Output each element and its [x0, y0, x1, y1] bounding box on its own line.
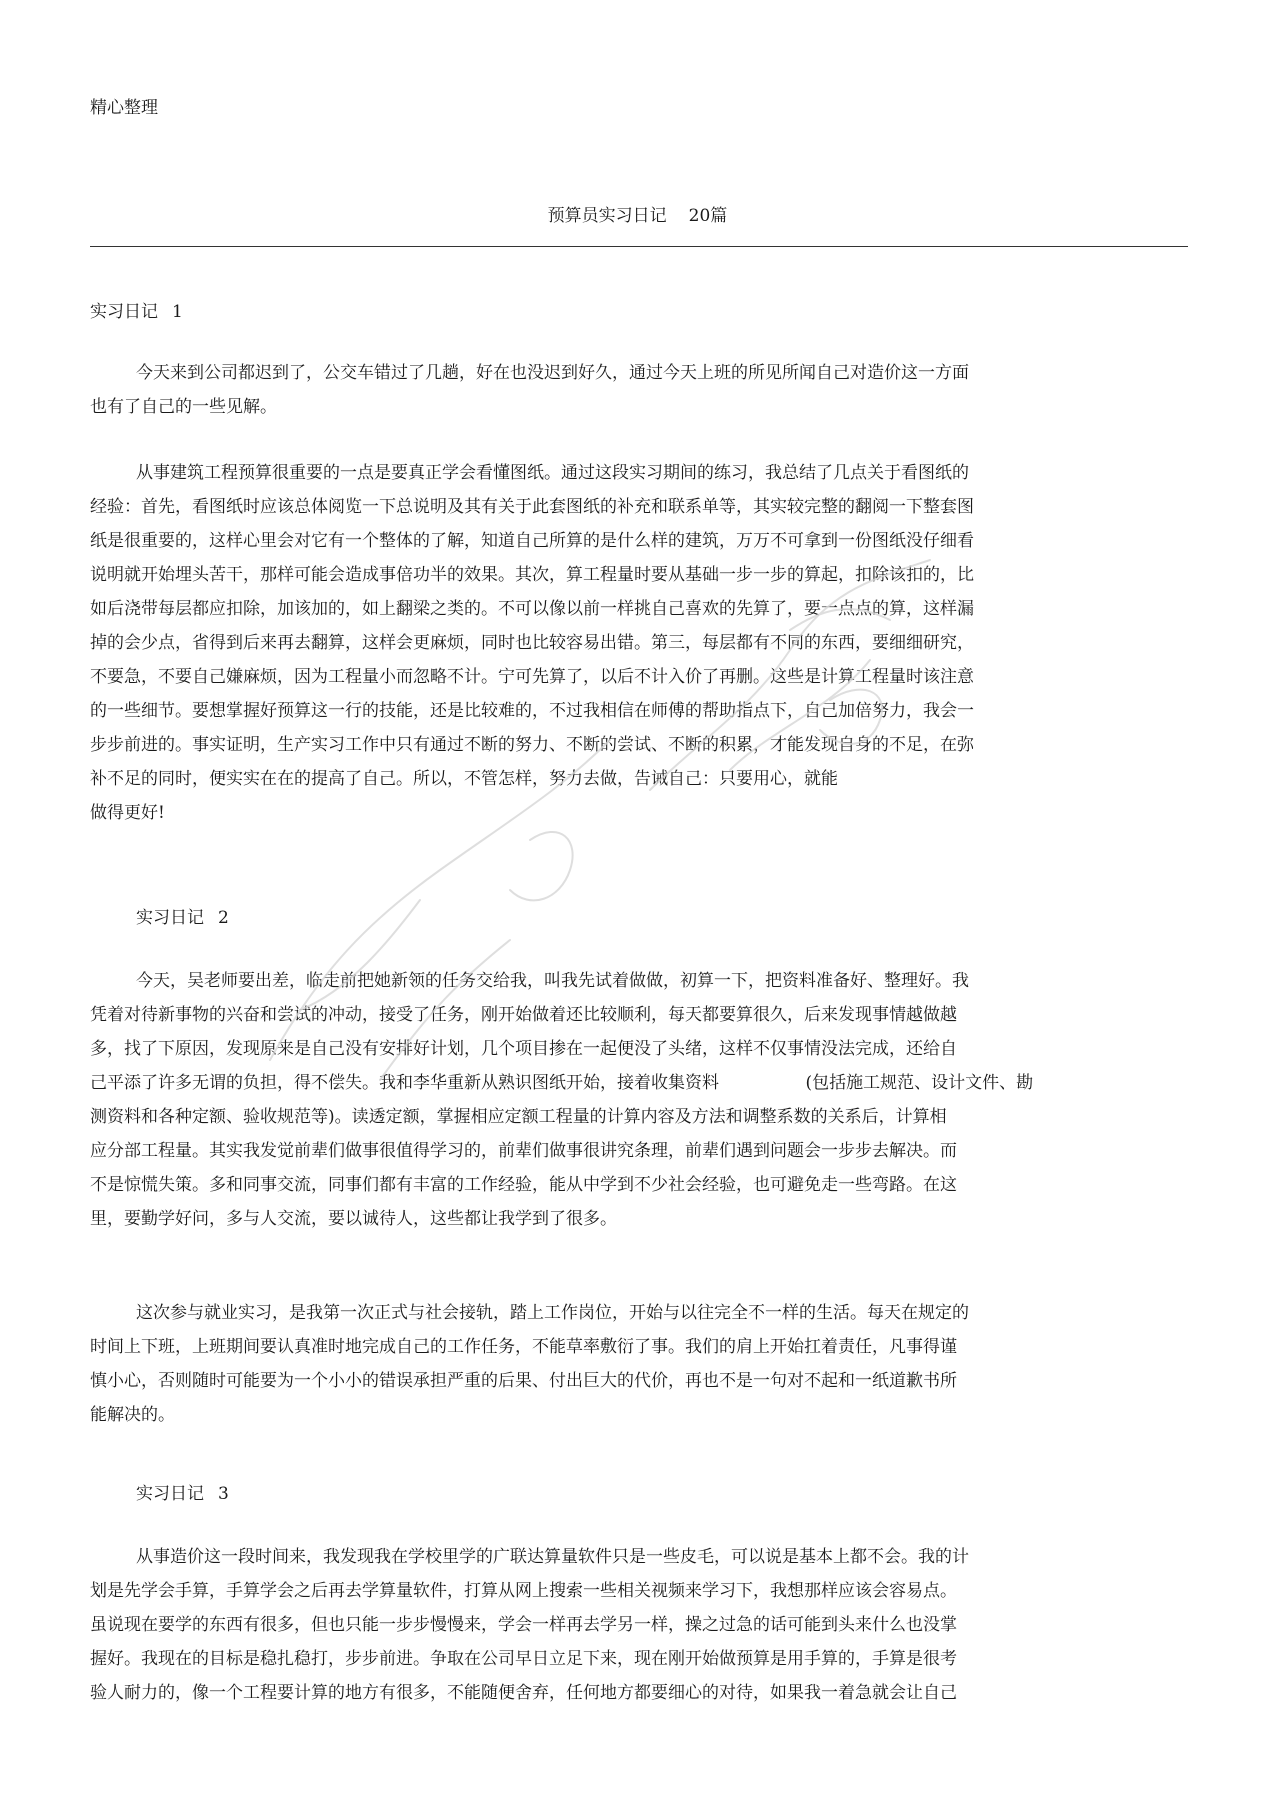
text-line: 从事造价这一段时间来，我发现我在学校里学的广联达算量软件只是一些皮毛，可以说是基本上都不会。我的计 — [136, 1547, 969, 1567]
entry-2-heading — [136, 906, 229, 930]
text-line: 握好。我现在的目标是稳扎稳打，步步前进。争取在公司早日立足下来，现在刚开始做预算是用手算的，手算是很考 — [90, 1649, 957, 1669]
entry-1-paragraph-1 — [90, 356, 969, 424]
text-line: 今天来到公司都迟到了，公交车错过了几趟，好在也没迟到好久，通过今天上班的所见所闻自己对造价这一方面 — [136, 363, 969, 383]
entry-2-paragraph-2 — [90, 1296, 969, 1432]
entry-1-heading-label: 实习日记 — [90, 302, 158, 322]
text-line: 时间上下班，上班期间要认真准时地完成自己的工作任务，不能草率敷衍了事。我们的肩上开始扛着责任，凡事得谨 — [90, 1337, 957, 1357]
text-line: 慎小心，否则随时可能要为一个小小的错误承担严重的后果、付出巨大的代价，再也不是一句对不起和一纸道歉书所 — [90, 1371, 957, 1391]
text-line: 凭着对待新事物的兴奋和尝试的冲动，接受了任务，刚开始做着还比较顺利，每天都要算很久，后来发现事情越做越 — [90, 1005, 957, 1025]
text-line: 掉的会少点，省得到后来再去翻算，这样会更麻烦，同时也比较容易出错。第三，每层都有不同的东西，要细细研究， — [90, 633, 974, 653]
text-line: 纸是很重要的，这样心里会对它有一个整体的了解，知道自己所算的是什么样的建筑，万万不可拿到一份图纸没仔细看 — [90, 531, 974, 551]
text-line: 虽说现在要学的东西有很多，但也只能一步步慢慢来，学会一样再去学另一样，操之过急的话可能到头来什么也没掌 — [90, 1615, 957, 1635]
text-line: 验人耐力的，像一个工程要计算的地方有很多，不能随便舍弃，任何地方都要细心的对待，如果我一着急就会让自己 — [90, 1683, 957, 1703]
entry-2-paragraph-1 — [90, 964, 1033, 1236]
title-text: 预算员实习日记 — [547, 206, 667, 226]
text-line: 做得更好! — [90, 803, 165, 823]
entry-2-heading-num: 2 — [218, 908, 229, 928]
text-line: 补不足的同时，便实实在在的提高了自己。所以，不管怎样，努力去做，告诫自己：只要用心，就能 — [90, 769, 838, 789]
entry-1-heading — [90, 300, 183, 324]
text-line: 这次参与就业实习，是我第一次正式与社会接轨，踏上工作岗位，开始与以往完全不一样的生活。每天在规定的 — [136, 1303, 969, 1323]
text-line: 不是惊慌失策。多和同事交流，同事们都有丰富的工作经验，能从中学到不少社会经验，也可避免走一些弯路。在这 — [90, 1175, 957, 1195]
text-line: 经验：首先，看图纸时应该总体阅览一下总说明及其有关于此套图纸的补充和联系单等，其实较完整的翻阅一下整套图 — [90, 497, 974, 517]
text-line: 也有了自己的一些见解。 — [90, 397, 277, 417]
text-line: 说明就开始埋头苦干，那样可能会造成事倍功半的效果。其次，算工程量时要从基础一步一步的算起，扣除该扣的，比 — [90, 565, 974, 585]
entry-3-heading — [136, 1482, 229, 1506]
text-line: 如后浇带每层都应扣除，加该加的，如上翻梁之类的。不可以像以前一样挑自己喜欢的先算了，要一点点的算，这样漏 — [90, 599, 974, 619]
entry-3-paragraph-1 — [90, 1540, 969, 1710]
title-divider — [90, 246, 1188, 247]
entry-3-heading-label: 实习日记 — [136, 1484, 204, 1504]
text-line: 能解决的。 — [90, 1405, 175, 1425]
entry-2-heading-label: 实习日记 — [136, 908, 204, 928]
text-line: 步步前进的。事实证明，生产实习工作中只有通过不断的努力、不断的尝试、不断的积累，才能发现自身的不足，在弥 — [90, 735, 974, 755]
text-line: 今天，吴老师要出差，临走前把她新领的任务交给我，叫我先试着做做，初算一下，把资料准备好、整理好。我 — [136, 971, 969, 991]
document-title — [0, 204, 1275, 228]
text-line: 己平添了许多无谓的负担，得不偿失。我和李华重新从熟识图纸开始，接着收集资料 (包括施工规范、设计文件、勘 — [90, 1073, 1034, 1093]
text-line: 测资料和各种定额、验收规范等)。读透定额，掌握相应定额工程量的计算内容及方法和调整系数的关系后，计算相 — [90, 1107, 947, 1127]
entry-1-heading-num: 1 — [172, 302, 183, 322]
entry-3-heading-num: 3 — [218, 1484, 229, 1504]
text-line: 里，要勤学好问，多与人交流，要以诚待人，这些都让我学到了很多。 — [90, 1209, 617, 1229]
text-line: 划是先学会手算，手算学会之后再去学算量软件，打算从网上搜索一些相关视频来学习下，我想那样应该会容易点。 — [90, 1581, 957, 1601]
text-line: 应分部工程量。其实我发觉前辈们做事很值得学习的，前辈们做事很讲究条理，前辈们遇到问题会一步步去解决。而 — [90, 1141, 957, 1161]
text-line: 的一些细节。要想掌握好预算这一行的技能，还是比较难的，不过我相信在师傅的帮助指点下，自己加倍努力，我会一 — [90, 701, 974, 721]
entry-1-paragraph-2 — [90, 456, 974, 830]
text-line: 多，找了下原因，发现原来是自己没有安排好计划，几个项目掺在一起便没了头绪，这样不仅事情没法完成，还给自 — [90, 1039, 957, 1059]
text-line: 从事建筑工程预算很重要的一点是要真正学会看懂图纸。通过这段实习期间的练习，我总结了几点关于看图纸的 — [136, 463, 969, 483]
text-line: 不要急，不要自己嫌麻烦，因为工程量小而忽略不计。宁可先算了，以后不计入价了再删。这些是计算工程量时该注意 — [90, 667, 974, 687]
header-note: 精心整理 — [90, 98, 158, 118]
title-count: 20篇 — [688, 206, 728, 226]
